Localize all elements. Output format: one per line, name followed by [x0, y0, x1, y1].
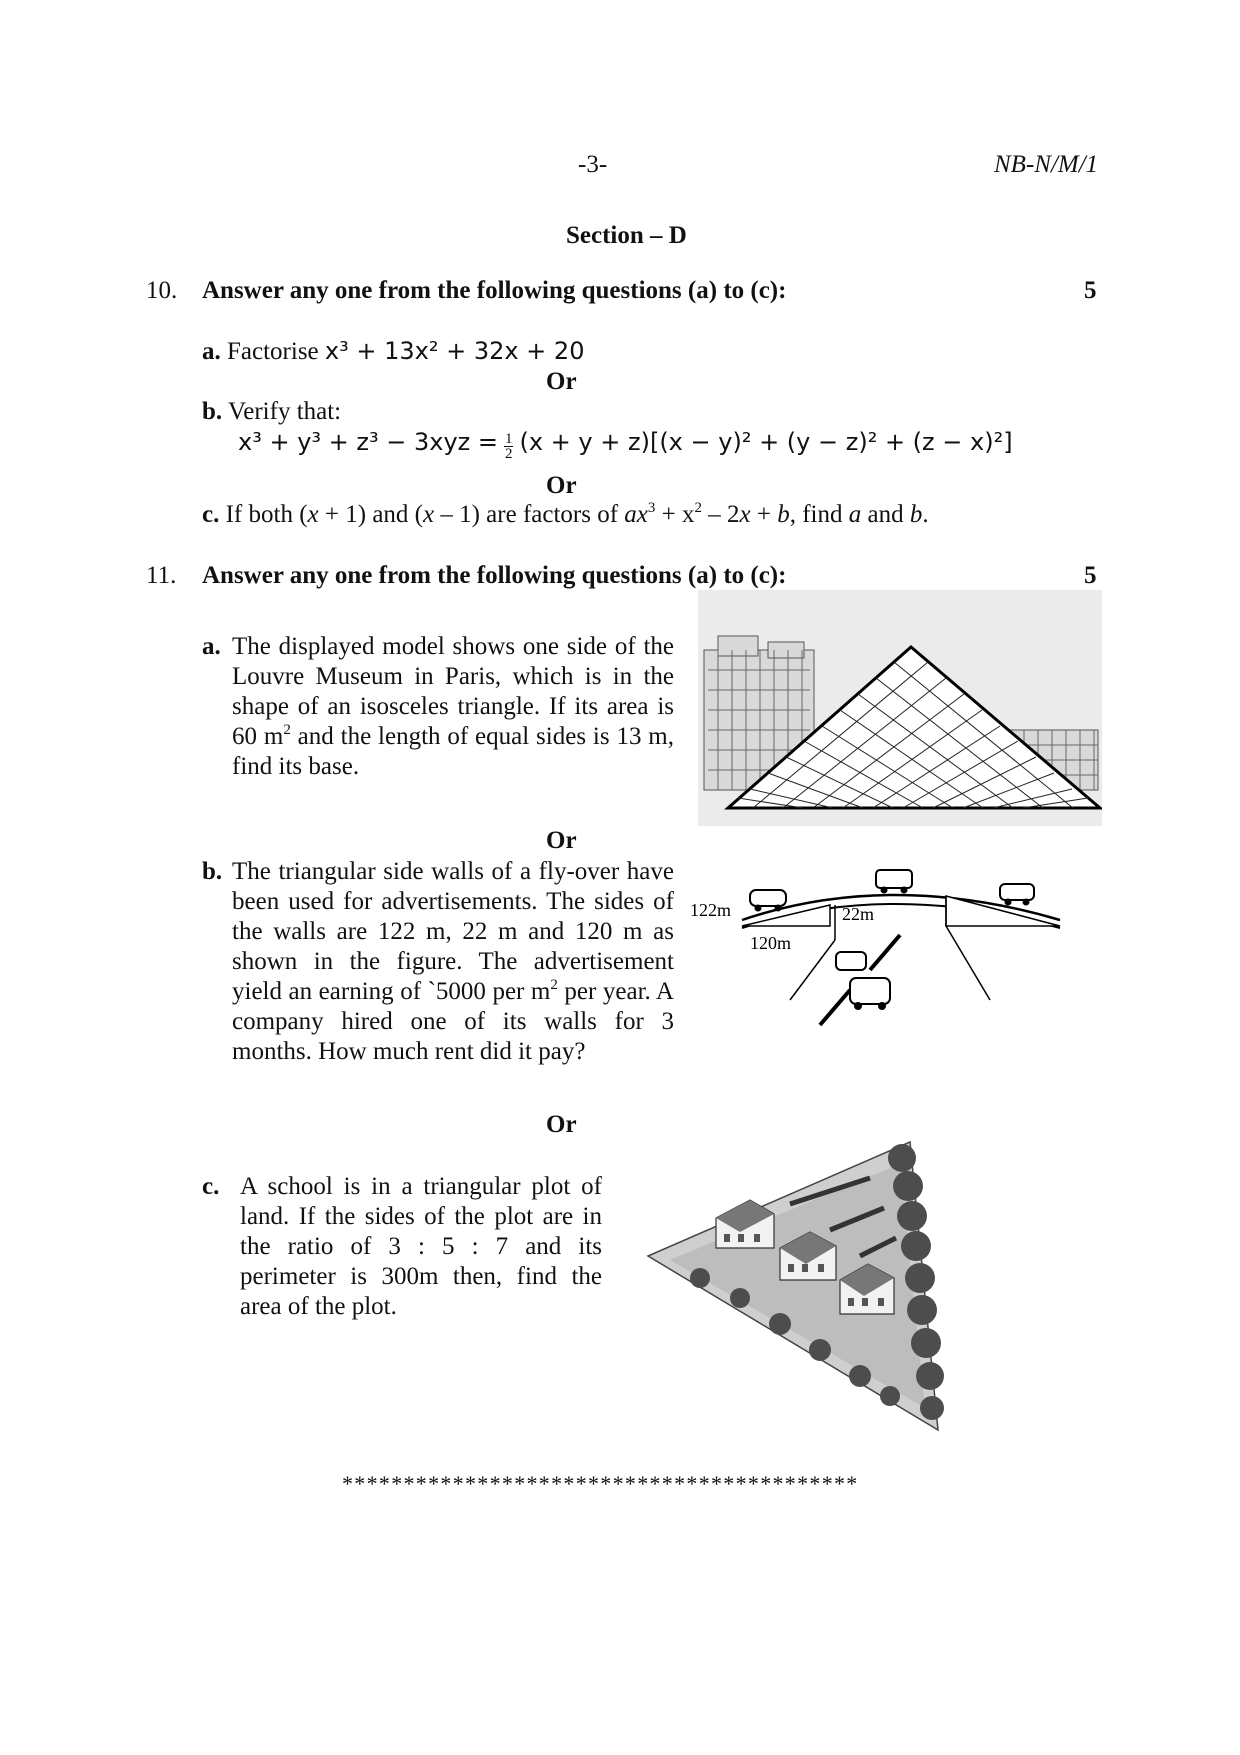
q11-number: 11. — [146, 562, 177, 589]
q10-b-label: b. — [202, 398, 223, 425]
q11-b-text-part: per year. A company hired one of its walls for 3 months. How much rent did it pay? — [232, 978, 674, 1065]
var: x — [739, 501, 751, 528]
louvre-pyramid-image — [698, 590, 1102, 826]
q11-b-label: b. — [202, 858, 223, 885]
var: ax — [624, 501, 648, 528]
q11-or-1: Or — [546, 827, 577, 854]
q11-c-text: A school is in a triangular plot of land. If the sides of the plot are in the ratio of 3 : 5 : 7 and its perimeter is 300m then, find the area of the plot. — [240, 1173, 602, 1320]
q10-c-text: + 1) and ( — [318, 501, 423, 528]
q10-a-label: a. — [202, 338, 221, 365]
triangular-plot-image — [640, 1138, 1020, 1438]
q10-b-text: Verify that: — [227, 398, 342, 425]
flyover-image — [690, 860, 1070, 1040]
section-title: Section – D — [566, 222, 687, 249]
q10-or-1: Or — [546, 368, 577, 395]
q10-c-text: and — [861, 501, 910, 528]
q11-a-text-part: and the length of equal sides is 13 m, find its base. — [232, 723, 674, 780]
q11-a-text-part: The displayed model shows one side of the Louvre Museum in Paris, which is in the shape of an isosceles triangle. If its area is 60 m — [232, 633, 674, 750]
fraction-denominator: 2 — [504, 445, 513, 462]
q10-b-expr-right: (x + y + z)[(x − y)² + (y − z)² + (z − x)²] — [519, 428, 1013, 456]
exponent: 2 — [550, 977, 558, 993]
exponent: 3 — [647, 500, 656, 516]
q10-b-identity — [238, 428, 1013, 461]
q10-option-c — [202, 500, 929, 530]
fraction-numerator: 1 — [504, 430, 513, 447]
q10-or-2: Or — [546, 472, 577, 499]
q10-option-a — [202, 336, 584, 367]
var: a — [848, 501, 862, 528]
exponent: 2 — [694, 500, 703, 516]
var: x — [307, 501, 319, 528]
paper-code: NB-N/M/1 — [994, 151, 1099, 178]
var: b — [909, 501, 923, 528]
q10-c-text: , find — [789, 501, 849, 528]
q11-a-text — [232, 632, 674, 782]
q11-marks: 5 — [1084, 562, 1097, 589]
q10-marks: 5 — [1084, 277, 1097, 304]
q10-a-text: Factorise — [227, 338, 319, 365]
q11-a-label: a. — [202, 633, 221, 660]
q10-b-fraction — [504, 432, 514, 461]
flyover-label-122m: 122m — [690, 900, 732, 920]
q10-b-expr-left: x³ + y³ + z³ − 3xyz = — [238, 428, 498, 456]
flyover-label-120m: 120m — [750, 933, 792, 953]
q10-option-b — [202, 397, 341, 427]
q10-c-text: . — [922, 501, 929, 528]
q10-c-text: + — [750, 501, 778, 528]
q11-b-text-part: The triangular side walls of a fly-over have been used for advertisements. The sides of the walls are 122 m, 22 m and 120 m as shown in the figure. The advertisement yield an earning of `5000 per m — [232, 858, 674, 1005]
q10-c-text: – 2 — [702, 501, 740, 528]
q10-c-text: – 1) are factors of — [434, 501, 625, 528]
q10-instruction: Answer any one from the following questions (a) to (c): — [202, 277, 787, 304]
q10-c-text: + x — [655, 501, 695, 528]
q11-b-text — [232, 857, 674, 1067]
q11-instruction: Answer any one from the following questions (a) to (c): — [202, 562, 787, 589]
q10-number: 10. — [146, 277, 178, 304]
var: b — [777, 501, 790, 528]
footer-divider: ****************************************** — [342, 1471, 859, 1496]
page-number: -3- — [578, 151, 608, 178]
q10-a-expression: x³ + 13x² + 32x + 20 — [324, 337, 585, 365]
q10-c-text: If both ( — [225, 501, 308, 528]
flyover-label-22m: 22m — [842, 904, 875, 924]
q10-c-label: c. — [202, 501, 220, 528]
exponent: 2 — [283, 722, 291, 738]
var: x — [423, 501, 435, 528]
q11-c-label: c. — [202, 1173, 220, 1200]
q11-or-2: Or — [546, 1111, 577, 1138]
